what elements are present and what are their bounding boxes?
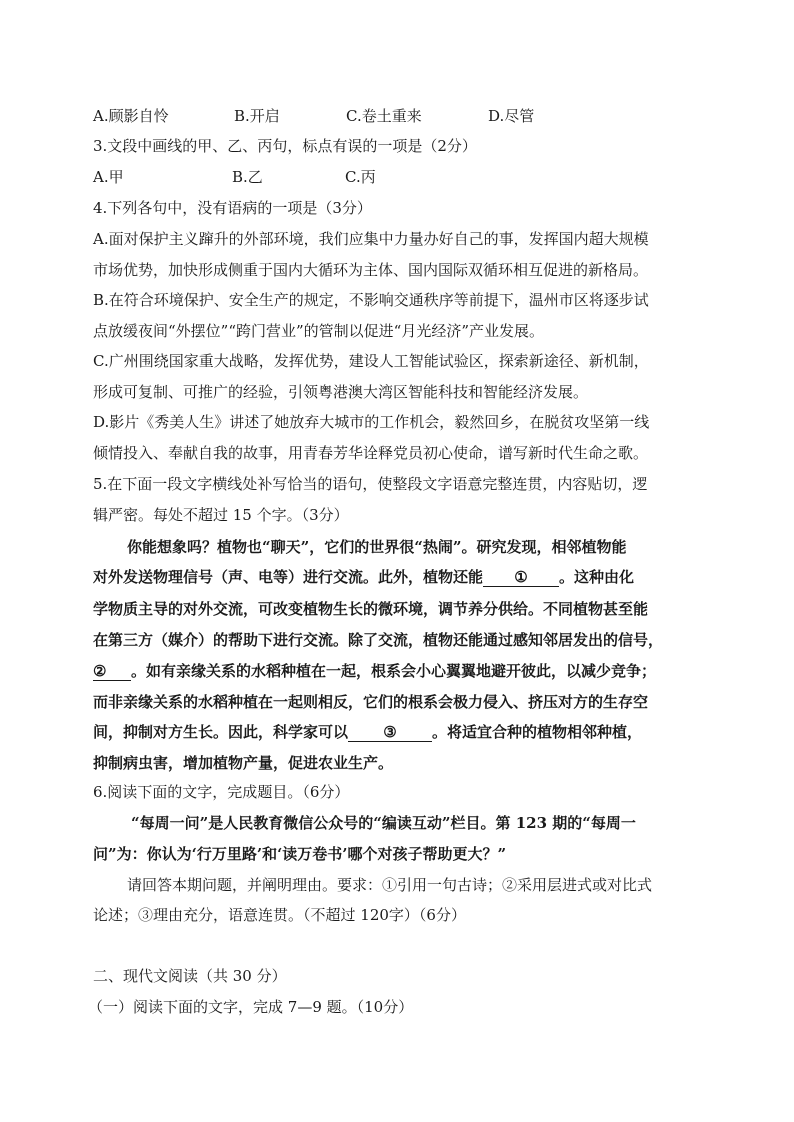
q6-requirement-line1: 请回答本期问题，并阐明理由。要求：①引用一句古诗；②采用层进式或对比式 bbox=[127, 876, 653, 894]
q4-option-a-line1: A.面对保护主义蹿升的外部环境，我们应集中力量办好自己的事，发挥国内超大规模 bbox=[93, 230, 649, 248]
subsection-title: （一）阅读下面的文字，完成 7—9 题。（10分） bbox=[88, 998, 414, 1016]
q2-option-a: A.顾影自怜 bbox=[93, 107, 169, 125]
q5-passage-text: 。将适宜合种的植物相邻种植， bbox=[432, 723, 643, 741]
q5-passage-line6: 而非亲缘关系的水稻种植在一起则相反，它们的根系会极力侵入、挤压对方的生存空 bbox=[93, 693, 649, 711]
q4-option-d-line1: D.影片《秀美人生》讲述了她放弃大城市的工作机会，毅然回乡，在脱贫攻坚第一线 bbox=[93, 413, 650, 431]
q2-option-d: D.尽管 bbox=[488, 107, 535, 125]
q5-passage-line7 bbox=[93, 721, 642, 743]
q5-passage-line1: 你能想象吗？植物也“聊天”，它们的世界很“热闹”。研究发现，相邻植物能 bbox=[127, 538, 627, 556]
q3-option-b: B.乙 bbox=[232, 168, 263, 186]
q5-passage-text: 。这种由化 bbox=[559, 568, 635, 586]
q4-option-c-line1: C.广州围绕国家重大战略，发挥优势，建设人工智能试验区，探索新途径、新机制， bbox=[93, 352, 649, 370]
q4-option-b-line1: B.在符合环境保护、安全生产的规定，不影响交通秩序等前提下，温州市区将逐步试 bbox=[93, 291, 649, 309]
q3-stem: 3.文段中画线的甲、乙、丙句，标点有误的一项是（2分） bbox=[93, 137, 477, 155]
q2-options bbox=[93, 105, 713, 127]
q5-passage-line8: 抑制病虫害，增加植物产量，促进农业生产。 bbox=[93, 754, 394, 772]
q4-option-b-line2: 点放缓夜间“外摆位”“跨门营业”的管制以促进“月光经济”产业发展。 bbox=[93, 322, 545, 340]
answer-blank-1[interactable]: ① bbox=[483, 568, 559, 587]
q4-option-c-line2: 形成可复制、可推广的经验，引领粤港澳大湾区智能科技和智能经济发展。 bbox=[93, 383, 589, 401]
q3-options bbox=[93, 166, 713, 188]
q5-stem-line1: 5.在下面一段文字横线处补写恰当的语句，使整段文字语意完整连贯，内容贴切，逻 bbox=[93, 475, 648, 493]
q3-option-c: C.丙 bbox=[345, 168, 376, 186]
q6-requirement-line2: 论述；③理由充分，语意连贯。（不超过 120字）（6分） bbox=[93, 906, 466, 924]
section-title: 二、现代文阅读（共 30 分） bbox=[93, 967, 287, 985]
q2-option-c: C.卷土重来 bbox=[346, 107, 422, 125]
answer-blank-2[interactable]: ② bbox=[93, 662, 131, 681]
q5-passage-line3: 学物质主导的对外交流，可改变植物生长的微环境，调节养分供给。不同植物甚至能 bbox=[93, 600, 649, 618]
q5-passage-line2 bbox=[93, 566, 634, 588]
q5-passage-text: 间，抑制对方生长。因此，科学家可以 bbox=[93, 723, 349, 741]
q2-option-b: B.开启 bbox=[234, 107, 280, 125]
q4-stem: 4.下列各句中，没有语病的一项是（3分） bbox=[93, 199, 372, 217]
q5-passage-text: 。如有亲缘关系的水稻种植在一起，根系会小心翼翼地避开彼此，以减少竞争； bbox=[131, 662, 657, 680]
answer-blank-3[interactable]: ③ bbox=[348, 723, 432, 742]
q3-option-a: A.甲 bbox=[93, 168, 124, 186]
q5-passage-line5 bbox=[93, 660, 656, 682]
q6-stem: 6.阅读下面的文字，完成题目。（6分） bbox=[93, 783, 350, 801]
q6-passage-line1: “每周一问”是人民教育微信公众号的“编读互动”栏目。第 123 期的“每周一 bbox=[131, 814, 636, 832]
q5-stem-line2: 辑严密。每处不超过 15 个字。（3分） bbox=[93, 506, 349, 524]
q4-option-d-line2: 倾情投入、奉献自我的故事，用青春芳华诠释党员初心使命，谱写新时代生命之歌。 bbox=[93, 444, 649, 462]
q5-passage-text: 对外发送物理信号（声、电等）进行交流。此外，植物还能 bbox=[93, 568, 484, 586]
q5-passage-line4: 在第三方（媒介）的帮助下进行交流。除了交流，植物还能通过感知邻居发出的信号， bbox=[93, 631, 664, 649]
q6-passage-line2: 问”为：你认为‘行万里路’和‘读万卷书’哪个对孩子帮助更大？” bbox=[93, 845, 507, 863]
q4-option-a-line2: 市场优势，加快形成侧重于国内大循环为主体、国内国际双循环相互促进的新格局。 bbox=[93, 261, 649, 279]
